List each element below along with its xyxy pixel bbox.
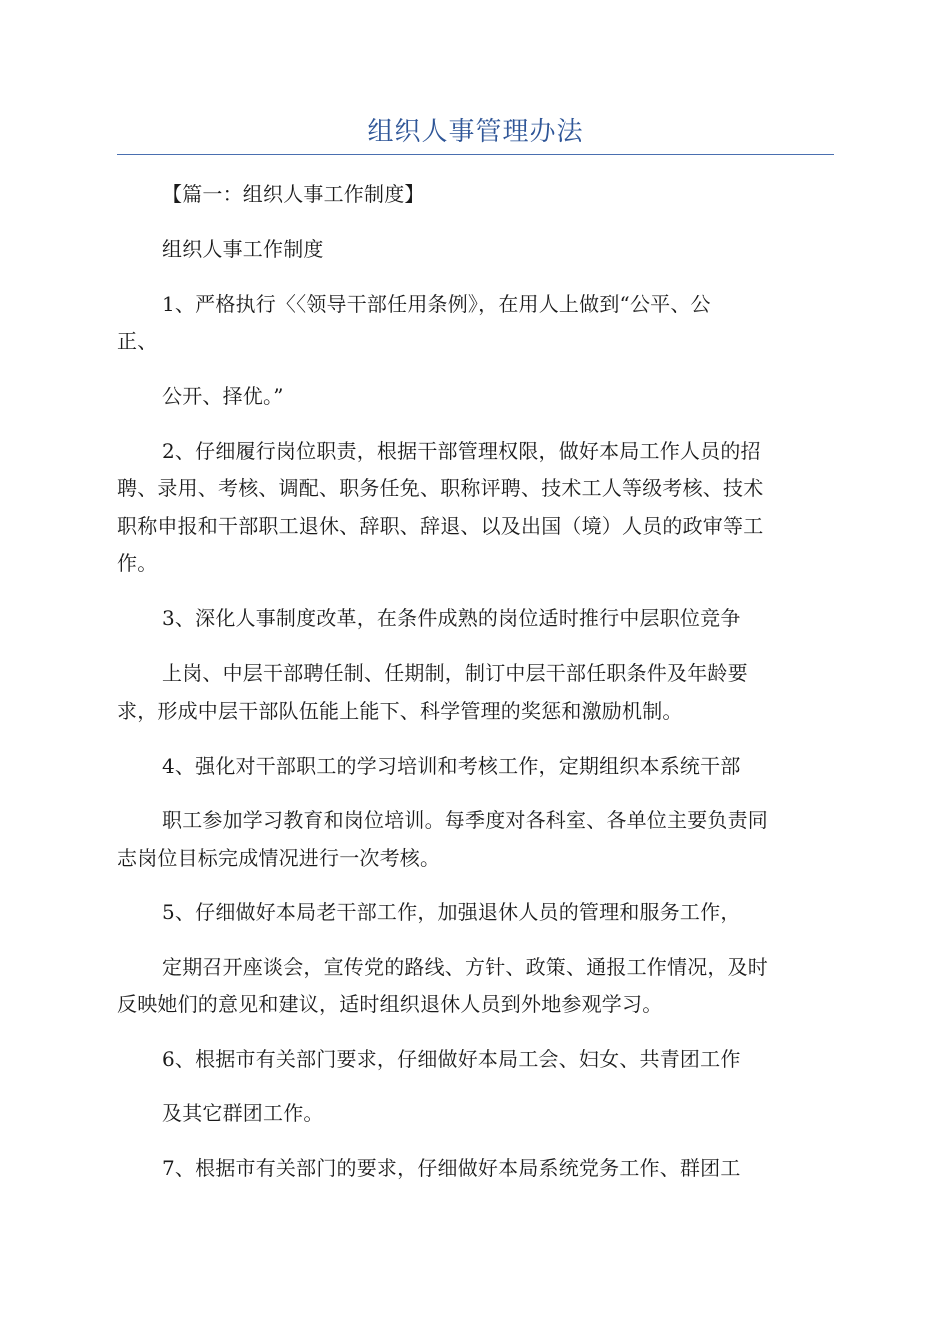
paragraph-line: 7、根据市有关部门的要求，仔细做好本局系统党务工作、群团工 (162, 1156, 741, 1180)
section-heading: 【篇一：组织人事工作制度】 (162, 182, 425, 206)
paragraph-line: 作。 (117, 551, 158, 575)
document-title: 组织人事管理办法 (367, 117, 584, 147)
paragraph-line: 反映她们的意见和建议，适时组织退休人员到外地参观学习。 (117, 992, 663, 1016)
paragraph-line: 4、强化对干部职工的学习培训和考核工作，定期组织本系统干部 (162, 754, 741, 778)
paragraph-line: 志岗位目标完成情况进行一次考核。 (117, 846, 441, 870)
paragraph-line: 及其它群团工作。 (162, 1101, 324, 1125)
paragraph-line: 公开、择优。” (162, 384, 284, 408)
paragraph-line: 职称申报和干部职工退休、辞职、辞退、以及出国（境）人员的政审等工 (117, 514, 764, 538)
paragraph-line: 正、 (117, 329, 158, 353)
paragraph-line: 定期召开座谈会，宣传党的路线、方针、政策、通报工作情况，及时 (162, 955, 768, 979)
paragraph-line: 3、深化人事制度改革，在条件成熟的岗位适时推行中层职位竞争 (162, 606, 741, 630)
paragraph-line: 职工参加学习教育和岗位培训。每季度对各科室、各单位主要负责同 (162, 808, 768, 832)
paragraph-line: 1、严格执行〈〈领导干部任用条例》，在用人上做到“公平、公 (162, 292, 711, 316)
paragraph-line: 求，形成中层干部队伍能上能下、科学管理的奖惩和激励机制。 (117, 699, 683, 723)
paragraph-line: 2、仔细履行岗位职责，根据干部管理权限，做好本局工作人员的招 (162, 439, 761, 463)
title-underline (117, 154, 834, 155)
paragraph-line: 上岗、中层干部聘任制、任期制，制订中层干部任职条件及年龄要 (162, 661, 748, 685)
paragraph-line: 6、根据市有关部门要求，仔细做好本局工会、妇女、共青团工作 (162, 1047, 741, 1071)
subsection-heading: 组织人事工作制度 (162, 237, 324, 261)
paragraph-line: 聘、录用、考核、调配、职务任免、职称评聘、技术工人等级考核、技术 (117, 476, 764, 500)
paragraph-line: 5、仔细做好本局老干部工作，加强退休人员的管理和服务工作， (162, 900, 741, 924)
